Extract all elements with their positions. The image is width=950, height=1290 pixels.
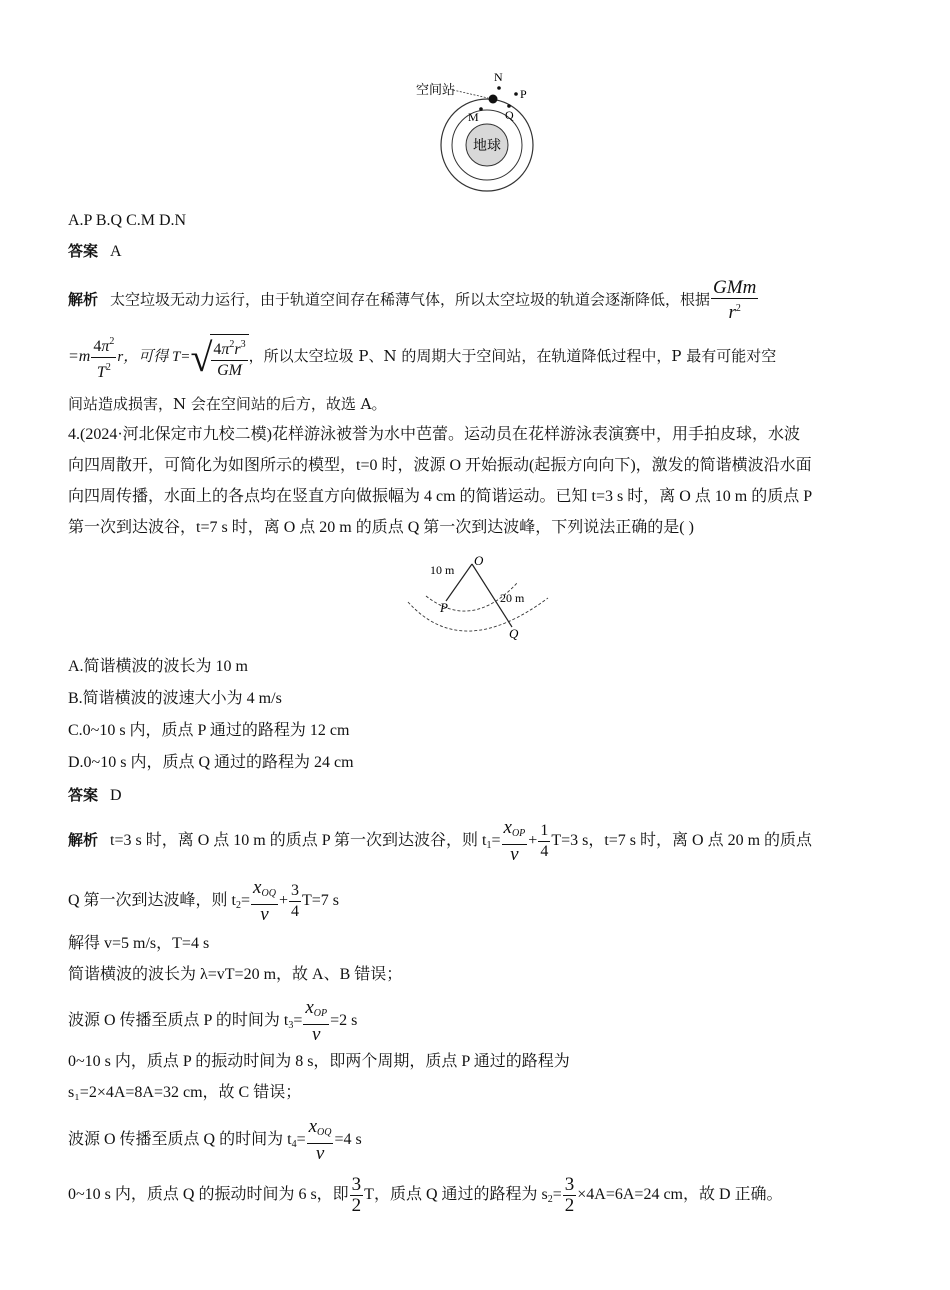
label-N: N [494,70,503,84]
analysis-label: 解析 [68,290,99,309]
q3-analysis-line1 [68,278,759,324]
q4-option-D: D.0~10 s 内，质点 Q 通过的路程为 24 cm [68,754,354,771]
point-N [497,86,501,90]
q4-option-A: A.简谐横波的波长为 10 m [68,658,249,675]
q3-answer-row [68,241,122,262]
q4-analysis-7: s₁=2×4A=8A=32 cm，故 C 错误； [68,1084,302,1101]
sqrt-expression: √ $\frac{4\pi^2r^3}{GM}$ [190,334,248,381]
label-P: P [520,87,527,101]
wave-figure [402,552,552,644]
answer-label: 答案 [68,786,99,804]
label-P: P [440,600,448,615]
q4-stem-4: 第一次到达波谷，t=7 s 时，离 O 点 20 m 的质点 Q 第一次到达波峰，下列说法正确的是( ) [68,519,694,536]
answer-label: 答案 [68,242,99,260]
label-10m: 10 m [430,563,455,577]
fraction-4pi2-T2: $\frac{4\pi^2}{T^2}$ [91,332,116,383]
q4-analysis-2: Q 第一次到达波峰，则 $t_2=$ $\frac{x_{OQ}}{v}$ + $\frac{3}{4}$ T=7 s [68,877,339,925]
q3-options: A.P B.Q C.M D.N [68,212,187,229]
q4-analysis-1: 解析 t=3 s 时，离 O 点 10 m 的质点 P 第一次到达波谷，则 $t_1=$ $\frac{x_{OP}}{v}$ + $\frac{1}{4}$ T=3 s，t=7 s 时，离 O 点 20 m 的质点 [68,817,813,865]
label-Q: Q [509,626,519,641]
fraction-GMm-r2: $\frac{\text{GMm}}{r^2}$ [713,277,757,323]
label-M: M [468,110,479,124]
q4-analysis-5: 波源 O 传播至质点 P 的时间为 $t_3=$ $\frac{x_{OP}}{v}$ =2 s [68,997,358,1045]
q4-option-B: B.简谐横波的波速大小为 4 m/s [68,690,282,707]
station-pointer [453,90,488,98]
label-O: O [474,553,484,568]
q4-answer-row [68,785,122,806]
point-M [479,107,483,111]
q4-stem-1: 4.(2024·河北保定市九校二模)花样游泳被誉为水中芭蕾。运动员在花样游泳表演赛中，用手拍皮球，水波 [68,426,800,443]
q4-analysis-6: 0~10 s 内，质点 P 的振动时间为 8 s，即两个周期，质点 P 通过的路程为 [68,1053,570,1070]
q4-analysis-8: 波源 O 传播至质点 Q 的时间为 $t_4=$ $\frac{x_{OQ}}{v}$ =4 s [68,1116,362,1164]
station-label: 空间站 [416,82,456,97]
q3-analysis-line2: =m $\frac{4\pi^2}{T^2}$ r，可得 T= √ $\frac{4\pi^2r^3}{GM}$ ，所以太空垃圾 P、N 的周期大于空间站，在轨道降低过程中，P 最有可能对空 [68,332,776,383]
q4-analysis-3: 解得 v=5 m/s，T=4 s [68,935,210,952]
label-Q: Q [505,108,514,122]
earth-label: 地球 [473,139,501,154]
space-station-dot [489,95,498,104]
analysis-text: 太空垃圾无动力运行，由于轨道空间存在稀薄气体，所以太空垃圾的轨道会逐渐降低，根据 [110,290,711,309]
q4-option-C: C.0~10 s 内，质点 P 通过的路程为 12 cm [68,722,350,739]
answer-value: A [110,243,122,260]
q4-stem-3: 向四周传播，水面上的各点均在竖直方向做振幅为 4 cm 的简谐运动。已知 t=3 s 时，离 O 点 10 m 的质点 P [68,488,813,505]
q4-analysis-4: 简谐横波的波长为 λ=vT=20 m，故 A、B 错误； [68,966,403,983]
orbit-figure [410,68,560,194]
analysis-label: 解析 [68,831,99,850]
label-20m: 20 m [500,591,525,605]
point-P [514,92,518,96]
q4-stem-2: 向四周散开，可简化为如图所示的模型，t=0 时，波源 O 开始振动(起振方向向下)，激发的简谐横波沿水面 [68,457,812,474]
q4-analysis-9: 0~10 s 内，质点 Q 的振动时间为 6 s，即 $\frac{3}{2}$ T，质点 Q 通过的路程为 $s_2=$ $\frac{3}{2}$ ×4A=6A=24 cm，故 D 正确。 [68,1174,783,1216]
q3-analysis-line3: 间站造成损害，N 会在空间站的后方，故选 A。 [68,395,387,413]
answer-value: D [110,787,122,804]
wave-front-Q [408,598,548,631]
